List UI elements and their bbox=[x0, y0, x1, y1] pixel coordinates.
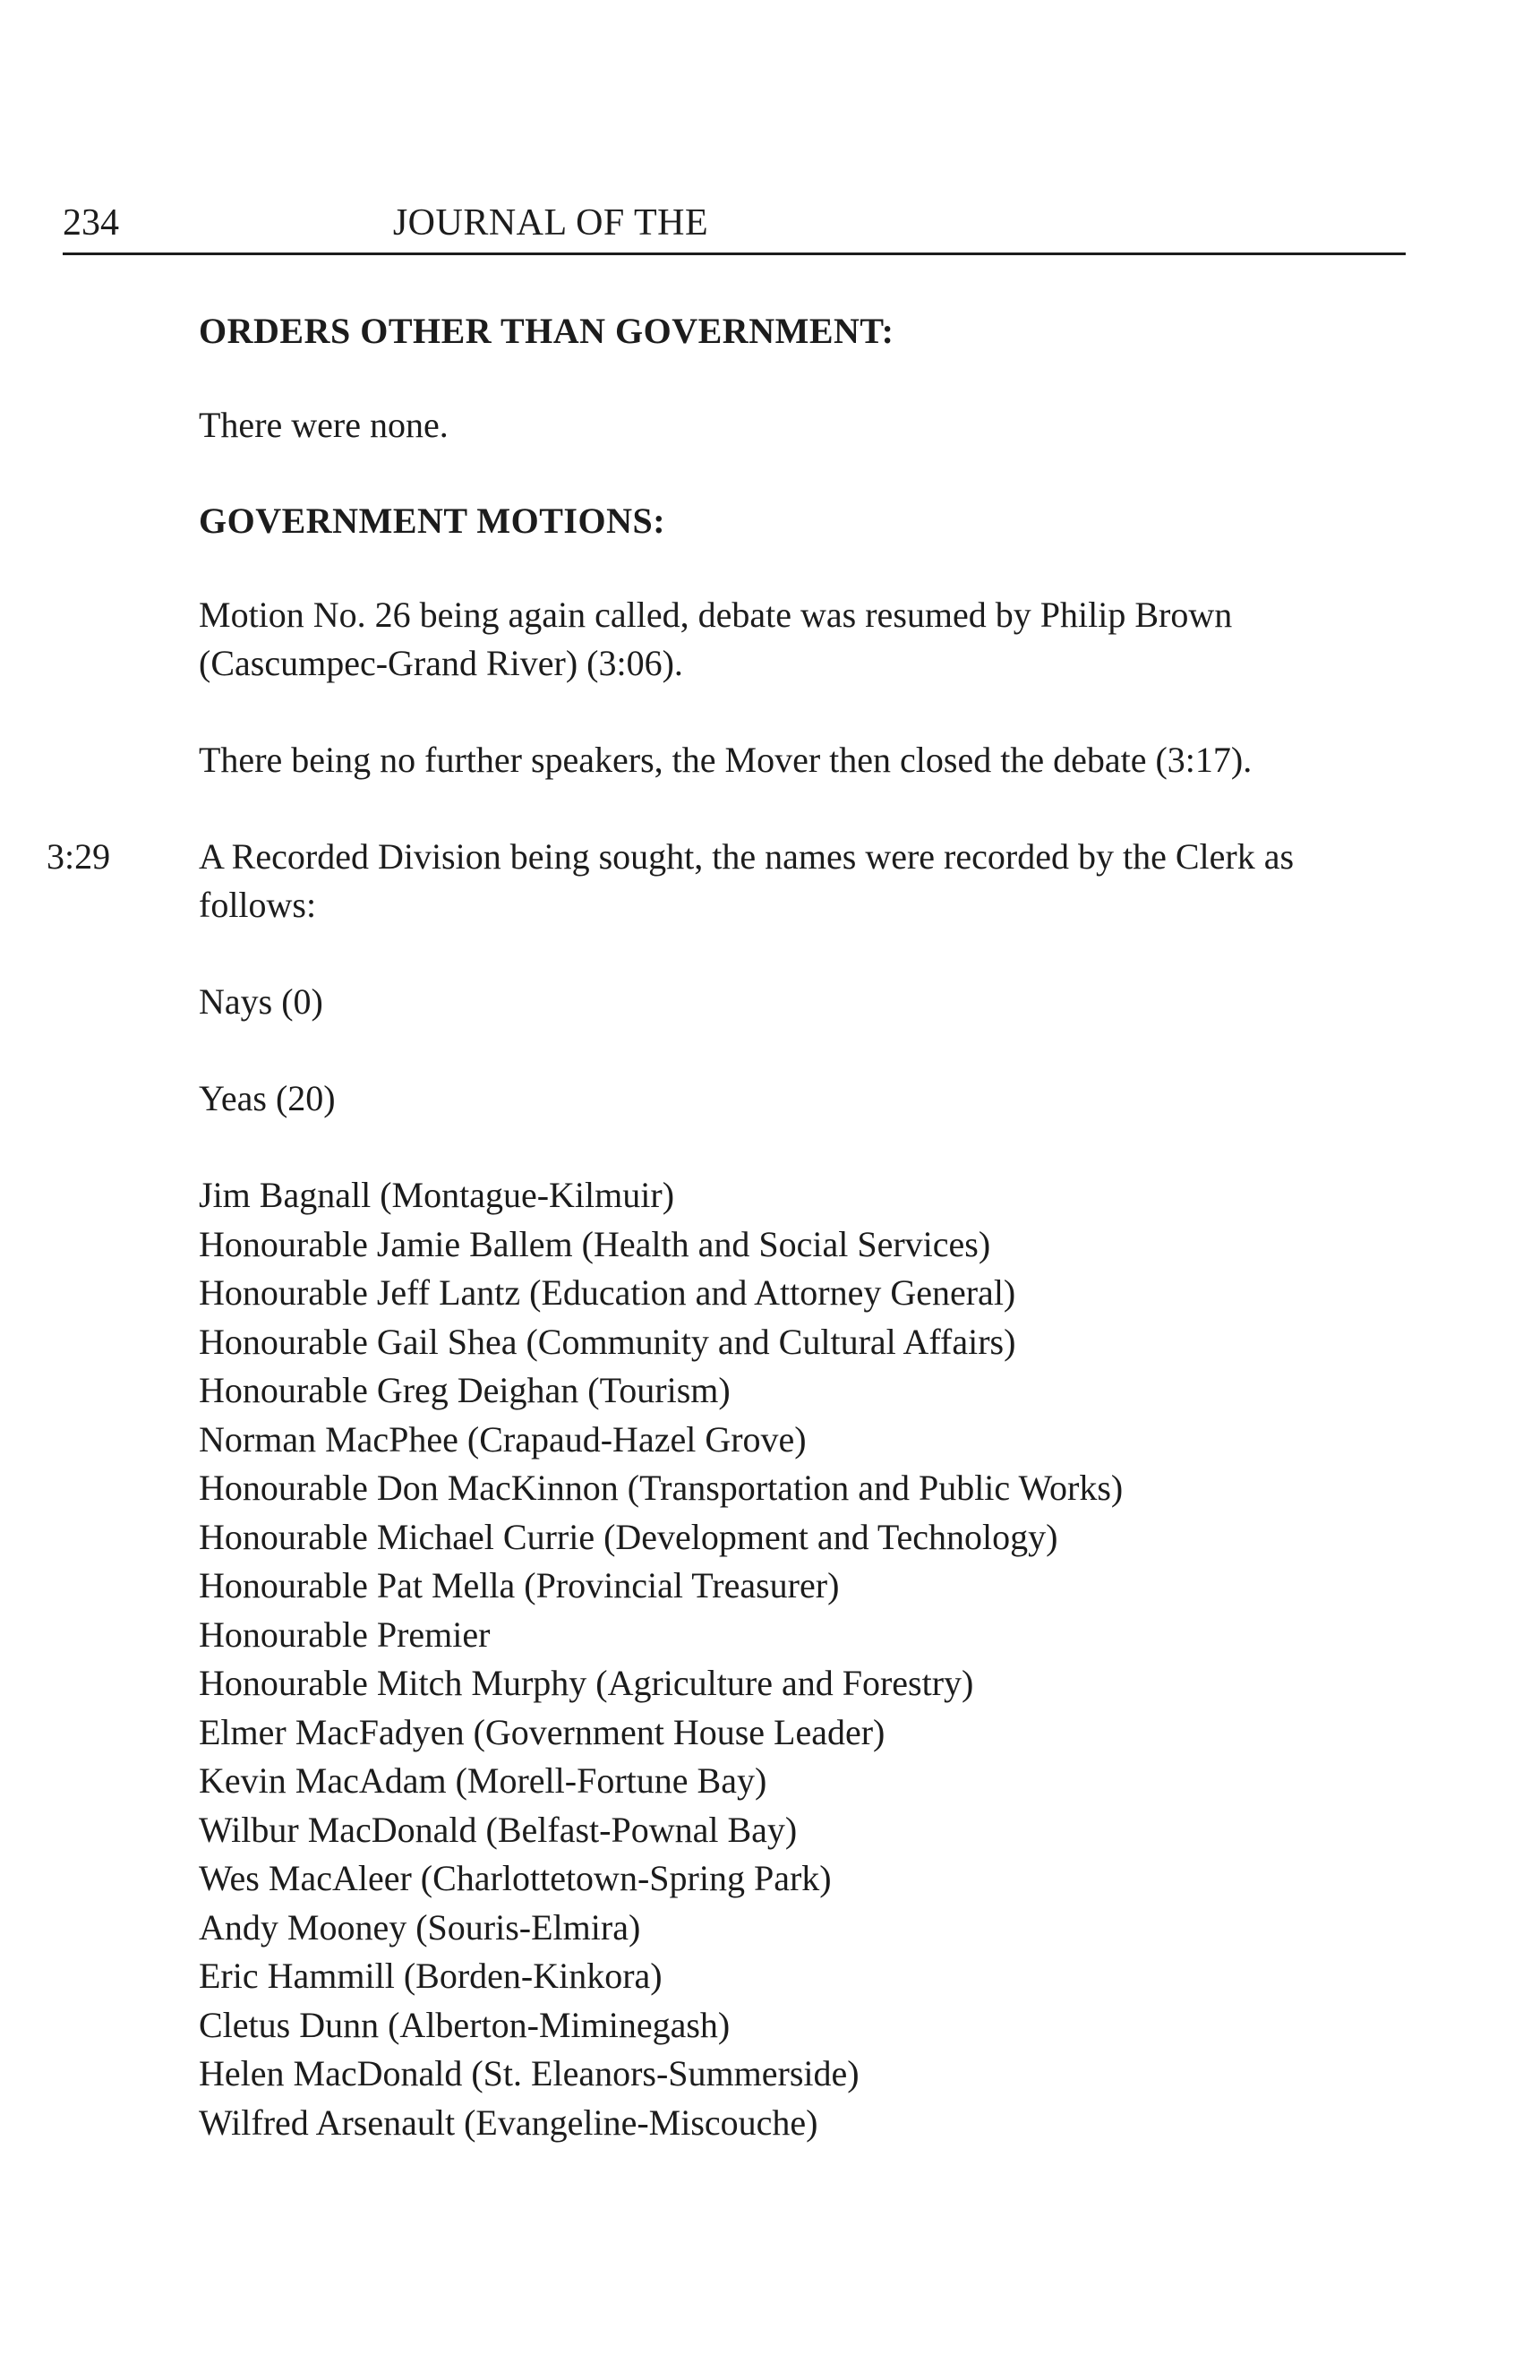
list-item: Honourable Gail Shea (Community and Cultural Affairs) bbox=[199, 1321, 1016, 1362]
division-paragraph bbox=[47, 833, 1407, 929]
list-item: Wilfred Arsenault (Evangeline-Miscouche) bbox=[199, 2102, 818, 2143]
list-item: Honourable Mitch Murphy (Agriculture and Forestry) bbox=[199, 1663, 974, 1703]
list-item: Honourable Jeff Lantz (Education and Attorney General) bbox=[199, 1272, 1016, 1313]
list-item: Andy Mooney (Souris-Elmira) bbox=[199, 1906, 641, 1948]
list-item: Honourable Don MacKinnon (Transportation and Public Works) bbox=[199, 1468, 1124, 1508]
list-item: Honourable Greg Deighan (Tourism) bbox=[199, 1370, 731, 1410]
orders-heading: ORDERS OTHER THAN GOVERNMENT: bbox=[199, 311, 894, 351]
closing-text: There being no further speakers, the Mover then closed the debate (3:17). bbox=[199, 740, 1253, 780]
list-item: Eric Hammill (Borden-Kinkora) bbox=[199, 1956, 663, 1996]
list-item: Elmer MacFadyen (Government House Leader) bbox=[199, 1711, 886, 1752]
division-text: A Recorded Division being sought, the names were recorded by the Clerk as follows: bbox=[199, 836, 1295, 925]
list-item: Honourable Premier bbox=[199, 1614, 491, 1655]
list-item: Kevin MacAdam (Morell-Fortune Bay) bbox=[199, 1760, 767, 1801]
list-item: Honourable Jamie Ballem (Health and Social Services) bbox=[199, 1223, 991, 1264]
page-body bbox=[47, 308, 1407, 2147]
list-item: Cletus Dunn (Alberton-Miminegash) bbox=[199, 2004, 731, 2045]
motion-text: Motion No. 26 being again called, debate was resumed by Philip Brown (Cascumpec-Grand River) (3:06). bbox=[199, 595, 1233, 683]
list-item: Wilbur MacDonald (Belfast-Pownal Bay) bbox=[199, 1809, 798, 1850]
yeas-member-list bbox=[199, 1171, 1407, 2147]
orders-text: There were none. bbox=[199, 405, 449, 445]
yeas-label: Yeas (20) bbox=[199, 1078, 336, 1118]
list-item: Honourable Michael Currie (Development and Technology) bbox=[199, 1516, 1058, 1557]
division-time: 3:29 bbox=[47, 836, 111, 877]
journal-title: JOURNAL OF THE bbox=[392, 202, 709, 244]
list-item: Norman MacPhee (Crapaud-Hazel Grove) bbox=[199, 1418, 807, 1460]
nays-label: Nays (0) bbox=[199, 981, 323, 1022]
page-number: 234 bbox=[63, 202, 119, 244]
running-header bbox=[63, 201, 1406, 255]
list-item: Wes MacAleer (Charlottetown-Spring Park) bbox=[199, 1858, 832, 1898]
list-item: Honourable Pat Mella (Provincial Treasurer) bbox=[199, 1565, 840, 1605]
list-item: Jim Bagnall (Montague-Kilmuir) bbox=[199, 1175, 675, 1215]
motions-heading: GOVERNMENT MOTIONS: bbox=[199, 501, 666, 541]
list-item: Helen MacDonald (St. Eleanors-Summerside) bbox=[199, 2053, 860, 2093]
